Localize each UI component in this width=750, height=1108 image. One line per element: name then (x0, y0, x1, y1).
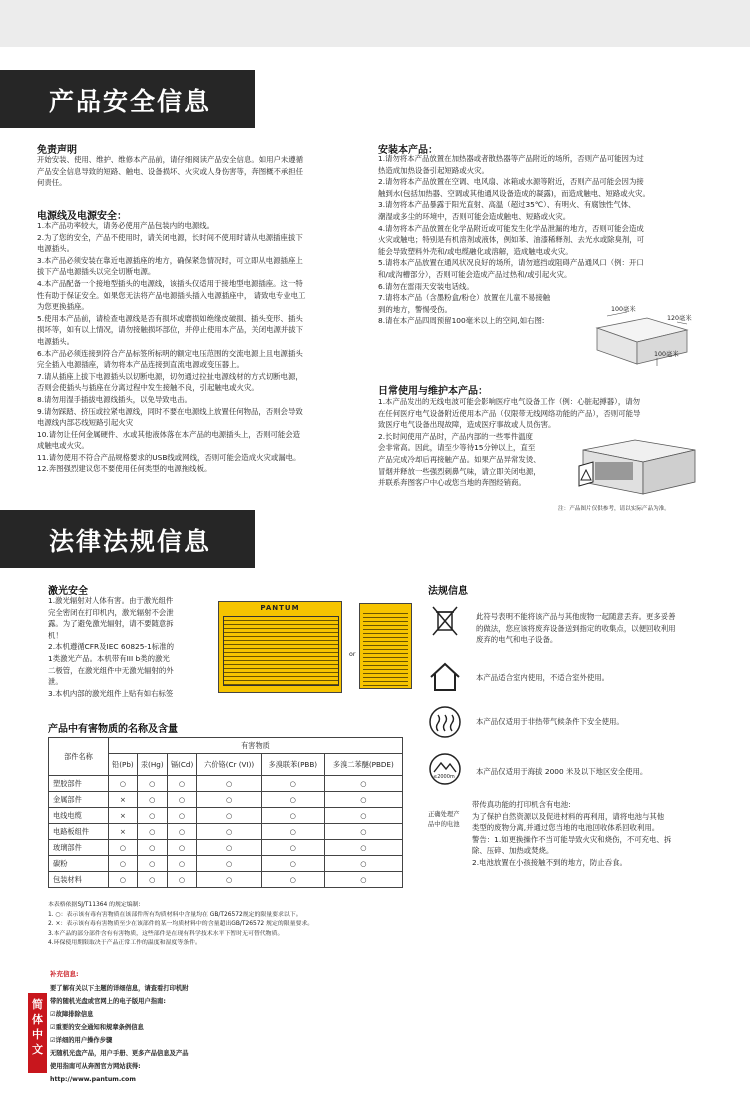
hazard-value: ○ (137, 808, 167, 824)
daily-line: 在任何医疗电气设备附近使用本产品（仅限带无线网络功能的产品），否则可能导 (378, 408, 641, 418)
part-name: 塑胶部件 (49, 776, 109, 792)
hazard-value: ○ (167, 840, 197, 856)
laser-warning-label-2 (359, 603, 412, 689)
hazard-value: ○ (324, 840, 402, 856)
power-line: 电源插头。 (37, 336, 74, 346)
altitude-icon (428, 752, 462, 786)
install-line: 3.请勿将本产品暴露于阳光直射、高温（超过35℃）、有明火、有腐蚀性气体、 (378, 200, 636, 210)
table-row (49, 872, 403, 888)
climate-icon (428, 705, 462, 739)
hazard-value: ○ (261, 776, 324, 792)
dim-label-top: 100毫米 (611, 306, 636, 313)
hazard-value: ○ (261, 840, 324, 856)
laser-line: 二极管，在激光组件中无激光辐射的外 (48, 665, 174, 675)
hazard-value: ○ (324, 776, 402, 792)
install-line: 火灾或触电；特别是有机溶剂或液体，例如苯、油漆稀释剂、去光水或除臭剂，可 (378, 235, 645, 245)
part-name: 包装材料 (49, 872, 109, 888)
part-name: 碳粉 (49, 856, 109, 872)
hazard-value: ○ (261, 872, 324, 888)
battery-line: 除、压碎、加热或焚烧。 (472, 846, 554, 856)
hazard-note-line: 3.本产品的部分部件含有有害物质，这些部件是在现有科学技术水平下暂时无可替代物质。 (48, 930, 284, 937)
hazard-column-header: 多溴联苯(PBB) (261, 754, 324, 776)
power-line: 5.使用本产品前，请检查电源线是否有损坏或磨损如绝缘皮破损、插头变形、插头 (37, 313, 303, 323)
install-line: 潮湿或多尘的环境中，否则可能会造成触电、短路或火灾。 (378, 211, 571, 221)
install-line: 4.请勿将本产品放置在化学品附近或可能发生化学品泄漏的地方，否则可能会造成 (378, 223, 644, 233)
table-row (49, 824, 403, 840)
hazard-value: × (109, 808, 138, 824)
install-line: 5.请将本产品放置在通风状况良好的场所，请勿遮挡或阻碍产品通风口（例：开口 (378, 258, 644, 268)
disclaimer-heading: 免责声明 (37, 145, 77, 156)
battery-line: 为了保护自然资源以及促进材料的再利用，请将电池与其他 (472, 811, 665, 821)
power-line: 6.本产品必须连接到符合产品标签所标明的额定电压范围的交流电源上且电源插头 (37, 348, 303, 358)
hazard-column-header: 六价铬(Cr (VI)) (197, 754, 262, 776)
hazard-column-header: 汞(Hg) (137, 754, 167, 776)
hazard-value: ○ (197, 808, 262, 824)
laser-line: 3.本机内部的激光组件上贴有如右标签 (48, 688, 174, 698)
install-line: 能会导致塑料外壳和/或电缆融化或溶解，造成触电或火灾。 (378, 246, 573, 256)
dim-label-bottom: 100毫米 (654, 351, 679, 358)
table-row (49, 808, 403, 824)
section-banner-safety (0, 70, 255, 128)
hazard-value: ○ (137, 776, 167, 792)
install-line: 触到水(包括加热器、空调或其他通风设备造成的凝露)，而造成触电、短路或火灾。 (378, 188, 650, 198)
hazard-value: ○ (167, 776, 197, 792)
hazard-note-line: 2. ×：表示该有毒有害物质至少在该部件的某一均质材料中的含量超出GB/T26572 规定的限量要求。 (48, 921, 314, 927)
hazard-value: ○ (197, 792, 262, 808)
hazard-column-header: 镉(Cd) (167, 754, 197, 776)
install-line: 8.请在本产品四周预留100毫米以上的空间,如右图: (378, 316, 545, 326)
part-name: 电路板组件 (49, 824, 109, 840)
hazard-value: ○ (109, 776, 138, 792)
hazard-column-header: 多溴二苯醚(PBDE) (324, 754, 402, 776)
hazard-value: ○ (167, 792, 197, 808)
side-tab-label: 简体中文 (32, 998, 43, 1056)
hazard-value: ○ (109, 872, 138, 888)
install-line: 1.请勿将本产品放置在加热器或者散热器等产品附近的场所，否则产品可能因为过 (378, 154, 644, 163)
col-part: 部件名称 (49, 738, 109, 776)
supplement-line: 带的随机光盘或官网上的电子版用户指南: (50, 998, 166, 1005)
power-line: 1.本产品功率较大，请务必使用产品包装内的电源线。 (37, 221, 215, 230)
hazard-value: ○ (261, 824, 324, 840)
power-line: 性有助于保证安全。如果您无法将产品电源插头插入电源插座中， 请致电专业电工 (37, 290, 306, 300)
battery-label-line: 品中的电池 (428, 821, 460, 828)
hazard-value: × (109, 824, 138, 840)
weee-bin-icon (428, 604, 462, 638)
power-line: 4.本产品配备一个接地型插头的电源线，该插头仅适用于接地型电源插座。这一特 (37, 278, 303, 288)
weee-text (476, 611, 676, 646)
supplement-line: ☑详细的用户操作步骤 (50, 1037, 113, 1044)
power-line: 9.请勿踩踏、挤压或拉紧电源线，同时不要在电源线上放置任何物品，否则会导致 (37, 406, 303, 416)
legal-heading: 法规信息 (428, 586, 468, 597)
weee-line: 的做法，您应该将废弃设备送到指定的收集点，以便回收利用 (476, 623, 676, 633)
col-group: 有害物质 (109, 738, 403, 754)
supplement-line: 要了解有关以下主题的详细信息，请查看打印机附 (50, 985, 189, 992)
hazard-value: ○ (109, 840, 138, 856)
laser-line: 泄。 (48, 677, 63, 687)
altitude-icon-label: ≤2000m (433, 774, 455, 780)
disclaimer-line: 产品安全信息导致的短路、触电、设备损坏、火灾或人身伤害等，奔图概不承担任 (37, 166, 304, 176)
or-text: or (349, 651, 356, 658)
laser-text (48, 595, 174, 699)
power-line: 8.请勿用湿手插拔电源线插头，以免导致电击。 (37, 394, 192, 404)
hazard-value: ○ (167, 856, 197, 872)
hazard-value: ○ (261, 856, 324, 872)
table-row (49, 840, 403, 856)
power-line: 12.奔图强烈建议您不要使用任何类型的电源拖线板。 (37, 464, 212, 474)
hazard-note-line: 1. ○：表示该有毒有害物质在该部件所有均质材料中含量均在 GB/T26572规定的限量要求以下。 (48, 911, 302, 918)
hazard-value: ○ (324, 856, 402, 872)
battery-line: 警告：1.如更换操作不当可能导致火灾和烧伤，不可充电、拆 (472, 834, 672, 844)
altitude-text: 本产品仅适用于海拔 2000 米及以下地区安全使用。 (476, 767, 648, 776)
part-name: 金属部件 (49, 792, 109, 808)
weee-line: 此符号表明不能将该产品与其他废物一起随意丢弃。更多妥善 (476, 612, 676, 621)
hazard-value: ○ (197, 856, 262, 872)
supplement-text (50, 982, 189, 1086)
install-line: 和/或沟槽部分），否则可能会造成产品过热和/或引起火灾。 (378, 269, 572, 279)
battery-line: 2.电池放置在小孩接触不到的地方，防止吞食。 (472, 857, 627, 867)
install-line: 到的地方，警惕受伤。 (378, 304, 452, 314)
label-brand: PANTUM (260, 604, 300, 612)
disclaimer-line: 开始安装、使用、维护、维修本产品前，请仔细阅读产品安全信息。如用户未遵循 (37, 155, 304, 164)
hazard-value: ○ (137, 840, 167, 856)
supplement-heading: 补充信息: (50, 970, 79, 978)
daily-line: 产品完成冷却后再接触产品。如果产品异常发烫、 (378, 454, 541, 464)
hazard-value: ○ (324, 824, 402, 840)
top-gray-bar (0, 0, 750, 47)
table-row (49, 856, 403, 872)
laser-line: 1类激光产品。本机带有III b类的激光 (48, 653, 170, 663)
power-line: 2.为了您的安全，产品不使用时，请关闭电源，长时间不使用时请从电源插座拔下 (37, 232, 303, 242)
power-line: 电源插头。 (37, 244, 74, 254)
hazard-value: ○ (109, 856, 138, 872)
install-line: 2.请勿将本产品放置在空调、电风扇、冰箱或水源等附近，否则产品可能会因为接 (378, 177, 644, 187)
hazard-value: ○ (167, 808, 197, 824)
hazard-value: ○ (197, 824, 262, 840)
install-line: 6.请勿在雷雨天安装电话线。 (378, 281, 474, 291)
install-line: 热造成加热设备引起短路或火灾。 (378, 165, 489, 175)
table-row (49, 792, 403, 808)
disclaimer-line: 何责任。 (37, 178, 67, 188)
hazard-value: ○ (324, 808, 402, 824)
power-line: 拔下产品电源插头以完全切断电源。 (37, 267, 156, 277)
hazard-value: ○ (324, 792, 402, 808)
hazard-table (48, 737, 403, 888)
laser-heading: 激光安全 (48, 586, 88, 597)
hazard-value: ○ (261, 808, 324, 824)
supplement-line: 使用指南可从奔图官方网站获得: (50, 1063, 141, 1070)
power-line: 成触电或火灾。 (37, 441, 89, 451)
hazard-column-header: 铅(Pb) (109, 754, 138, 776)
daily-line: 1.本产品发出的无线电波可能会影响医疗电气设备工作（例：心脏起搏器），请勿 (378, 397, 641, 406)
install-text (378, 153, 650, 327)
dim-label-right: 120毫米 (667, 315, 692, 322)
table-row (49, 776, 403, 792)
hazard-value: ○ (261, 792, 324, 808)
climate-text: 本产品仅适用于非热带气候条件下安全使用。 (476, 717, 624, 726)
supplement-line: http://www.pantum.com (50, 1076, 136, 1083)
power-line: 否则会使插头与插座在分离过程中发生接触不良，引起触电或火灾。 (37, 383, 259, 393)
language-side-tab (28, 993, 47, 1073)
hazard-note-line: 本表格依据SJ/T11364 的规定编制: (48, 902, 141, 908)
section-banner-legal (0, 510, 255, 568)
part-name: 电线电缆 (49, 808, 109, 824)
daily-line: 并联系奔图客户中心或您当地的奔图经销商。 (378, 478, 526, 488)
daily-line: 2.长时间使用产品时，产品内部的一些零件温度 (378, 431, 533, 441)
laser-line: 2.本机遵循CFR及IEC 60825-1标准的 (48, 642, 174, 652)
power-line: 电源线内部芯线短路引起火灾 (37, 418, 134, 428)
laser-line: 1.激光辐射对人体有害。由于激光组件 (48, 596, 174, 605)
power-line: 为您更换插座。 (37, 302, 89, 312)
hazard-value: ○ (137, 824, 167, 840)
hazard-value: ○ (137, 872, 167, 888)
power-text (37, 220, 305, 475)
hazard-value: ○ (137, 792, 167, 808)
power-line: 11.请勿使用不符合产品规格要求的USB线或网线，否则可能会造成火灾或漏电。 (37, 452, 301, 462)
daily-line: 冒烟并释放一些强烈刺鼻气味，请立即关闭电源， (378, 466, 541, 476)
laser-line: 完全密闭在打印机内，激光辐射不会泄 (48, 607, 174, 617)
install-line: 7.请将本产品（含墨粉盒/粉仓）放置在儿童不易接触 (378, 293, 551, 303)
weee-line: 废弃的电气和电子设备。 (476, 635, 558, 645)
supplement-line: ☑重要的安全通知和规章条例信息 (50, 1024, 144, 1031)
daily-line: 会非常高。因此，请至少等待15分钟以上，直至 (378, 443, 536, 453)
hazard-value: ○ (137, 856, 167, 872)
hazard-value: ○ (167, 824, 197, 840)
battery-text (472, 799, 671, 869)
supplement-line: ☑故障排除信息 (50, 1011, 94, 1018)
hazard-value: ○ (167, 872, 197, 888)
hazard-notes (48, 901, 313, 949)
hazard-note-line: 4.环保使用期限取决于产品正常工作的温度和湿度等条件。 (48, 940, 201, 946)
indoor-text: 本产品适合室内使用，不适合室外使用。 (476, 673, 610, 682)
power-line: 3.本产品必须安装在靠近电源插座的地方，确保紧急情况时，可立即从电源插座上 (37, 255, 303, 265)
battery-line: 带传真功能的打印机含有电池: (472, 800, 571, 809)
indoor-house-icon (428, 660, 462, 694)
power-line: 完全插入电源插座，请勿将本产品连接到直流电源或变压器上。 (37, 360, 244, 370)
image-note: 注：产品图片仅供参考，请以实际产品为准。 (558, 506, 670, 512)
power-line: 10.请勿让任何金属硬件、水或其他液体落在本产品的电源插头上，否则可能会造 (37, 429, 301, 439)
section-title: 法律法规信息 (49, 527, 212, 556)
section-title: 产品安全信息 (49, 87, 212, 116)
disclaimer-text (37, 154, 303, 189)
install-heading: 安装本产品： (378, 145, 438, 156)
daily-line: 致医疗电气设备出现故障，造成医疗事故或人员伤害。 (378, 420, 556, 430)
battery-label (428, 810, 459, 830)
daily-heading: 日常使用与维护本产品： (378, 386, 488, 397)
battery-line: 类型的废物分离,并通过您当地的电池回收体系回收利用。 (472, 823, 660, 833)
battery-label-line: 正确处理产 (428, 811, 460, 818)
printer-hot-parts-image (575, 432, 703, 500)
supplement-line: 无随机光盘产品，用户手册、更多产品信息及产品 (50, 1050, 189, 1057)
power-line: 7.请从插座上拔下电源插头以切断电源，切勿通过拉扯电源线材的方式切断电源， (37, 371, 303, 381)
power-heading: 电源线及电源安全： (37, 211, 127, 222)
hazard-value: × (109, 792, 138, 808)
laser-line: 露。为了避免激光辐射，请不要随意拆 (48, 619, 174, 629)
part-name: 玻璃部件 (49, 840, 109, 856)
power-line: 损坏等，如有以上情况，请勿接触损坏部位，并停止使用本产品，关闭电源并拔下 (37, 325, 304, 335)
hazard-value: ○ (324, 872, 402, 888)
laser-line: 机！ (48, 630, 63, 640)
hazard-value: ○ (197, 872, 262, 888)
hazard-value: ○ (197, 840, 262, 856)
hazard-value: ○ (197, 776, 262, 792)
hazard-heading: 产品中有害物质的名称及含量 (48, 724, 178, 735)
laser-warning-label-1 (218, 601, 342, 693)
